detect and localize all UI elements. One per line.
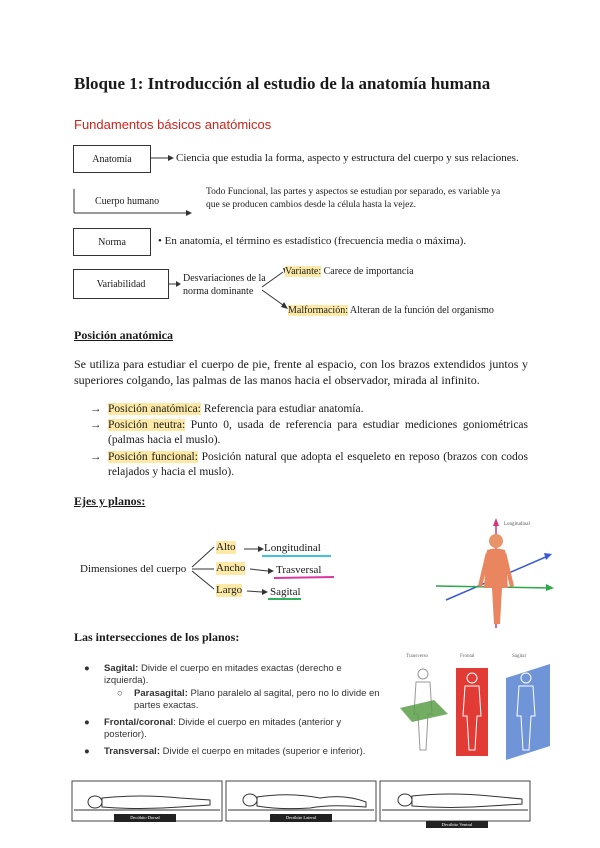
plane-label: Transverso bbox=[406, 654, 429, 659]
decubito-strip bbox=[70, 780, 532, 828]
sagital-term: Sagital: bbox=[104, 663, 139, 674]
parasagital-line-1 bbox=[134, 688, 394, 700]
bullet-sagital-line-1 bbox=[104, 663, 394, 675]
ejes-ancho: Ancho bbox=[216, 562, 246, 574]
concept-anatomia-desc: Ciencia que estudia la forma, aspecto y estructura del cuerpo y sus relaciones. bbox=[176, 152, 519, 164]
arrow-icon: → bbox=[90, 451, 102, 463]
ejes-trasversal: Trasversal bbox=[276, 564, 322, 576]
decubito-label: Decúbito Ventral bbox=[426, 821, 488, 828]
concept-cuerpo-desc-1: Todo Funcional, las partes y aspectos se estudian por separado, es variable ya bbox=[206, 187, 501, 197]
posicion-item-term: Posición funcional: bbox=[108, 451, 198, 463]
posicion-item bbox=[90, 418, 528, 448]
concept-cuerpo-label: Cuerpo humano bbox=[95, 196, 160, 207]
decubito-label: Decúbito Dorsal bbox=[114, 814, 176, 822]
frontal-line-1 bbox=[104, 717, 394, 729]
variante-term: Variante: bbox=[285, 266, 322, 277]
concept-norma-desc: • En anatomía, el término es estadístico (frecuencia media o máxima). bbox=[158, 235, 467, 247]
ejes-longitudinal: Longitudinal bbox=[264, 542, 321, 554]
section-subtitle: Fundamentos básicos anatómicos bbox=[74, 117, 272, 132]
bullet-sagital: ● bbox=[84, 663, 90, 674]
concept-variabilidad-desc-2: norma dominante bbox=[183, 286, 254, 297]
ejes-root: Dimensiones del cuerpo bbox=[80, 563, 187, 575]
concept-variabilidad-desc-1: Desvariaciones de la bbox=[183, 273, 266, 284]
ejes-tree-connectors bbox=[0, 525, 420, 605]
bullet-frontal: ● bbox=[84, 717, 90, 728]
ejes-alto: Alto bbox=[216, 541, 236, 553]
posicion-item-term: Posición neutra: bbox=[108, 419, 186, 431]
ejes-largo: Largo bbox=[216, 584, 243, 596]
bullet-transversal: ● bbox=[84, 746, 90, 757]
malformacion-desc: Alteran de la función del organismo bbox=[347, 305, 494, 316]
plane-label: Frontal bbox=[460, 654, 475, 659]
posicion-heading: Posición anatómica bbox=[74, 328, 173, 342]
transversal-desc: Divide el cuerpo en mitades (superior e inferior). bbox=[159, 746, 366, 757]
variante-desc: Carece de importancia bbox=[321, 266, 414, 277]
sagital-desc: Divide el cuerpo en mitades exactas (derecho e bbox=[138, 663, 342, 674]
variante-line bbox=[285, 265, 414, 278]
posicion-item bbox=[90, 402, 528, 417]
posicion-paragraph: Se utiliza para estudiar el cuerpo de pie, frente al espacio, con los brazos extendidos juntos y superiores colgando, las palmas de las manos hacia el observador, mirada al infinito. bbox=[74, 357, 528, 387]
posicion-item-desc: Posición natural que adopta el esqueleto en reposo (brazos con codos relajados y hacia el muslo). bbox=[108, 451, 528, 478]
frontal-desc-2: posterior). bbox=[104, 729, 147, 740]
transversal-term: Transversal: bbox=[104, 746, 160, 757]
plane-label: Sagital bbox=[512, 654, 526, 659]
concept-cuerpo-desc-2: que se producen cambios desde la célula hasta la vejez. bbox=[206, 200, 416, 210]
concept-norma-box: Norma bbox=[73, 228, 151, 256]
frontal-desc: : Divide el cuerpo en mitades (anterior y bbox=[173, 717, 342, 728]
intersecciones-heading: Las intersecciones de los planos: bbox=[74, 630, 240, 644]
posicion-item-desc: Punto 0, usada de referencia para estudiar mediciones goniométricas (palmas hacia el muslo). bbox=[108, 419, 528, 446]
concept-variabilidad-box: Variabilidad bbox=[73, 269, 169, 299]
ejes-heading: Ejes y planos: bbox=[74, 494, 146, 508]
parasagital-desc-2: partes exactas. bbox=[134, 700, 199, 711]
bullet-parasagital: ○ bbox=[117, 688, 123, 699]
posicion-item bbox=[90, 450, 528, 480]
decubito-label: Decúbito Lateral bbox=[270, 814, 332, 822]
body-planes-figure bbox=[398, 650, 554, 762]
arrow-icon: → bbox=[90, 419, 102, 431]
malformacion-term: Malformación: bbox=[288, 305, 348, 316]
ejes-sagital: Sagital bbox=[270, 586, 301, 598]
concept-anatomia-box: Anatomía bbox=[73, 145, 151, 173]
frontal-term: Frontal/coronal bbox=[104, 717, 174, 728]
arrow-icon: → bbox=[90, 403, 102, 415]
parasagital-desc: Plano paralelo al sagital, pero no lo divide en bbox=[187, 688, 380, 699]
posicion-item-desc: Referencia para estudiar anatomía. bbox=[200, 403, 364, 415]
body-axes-figure bbox=[432, 516, 556, 632]
sagital-desc-2: izquierda). bbox=[104, 675, 149, 686]
page-title: Bloque 1: Introducción al estudio de la anatomía humana bbox=[74, 74, 491, 93]
parasagital-term: Parasagital: bbox=[134, 688, 188, 699]
posicion-item-term: Posición anatómica: bbox=[108, 403, 201, 415]
axes-fig-label: Longitudinal bbox=[504, 522, 530, 527]
transversal-line bbox=[104, 746, 394, 758]
malformacion-line bbox=[288, 304, 494, 317]
